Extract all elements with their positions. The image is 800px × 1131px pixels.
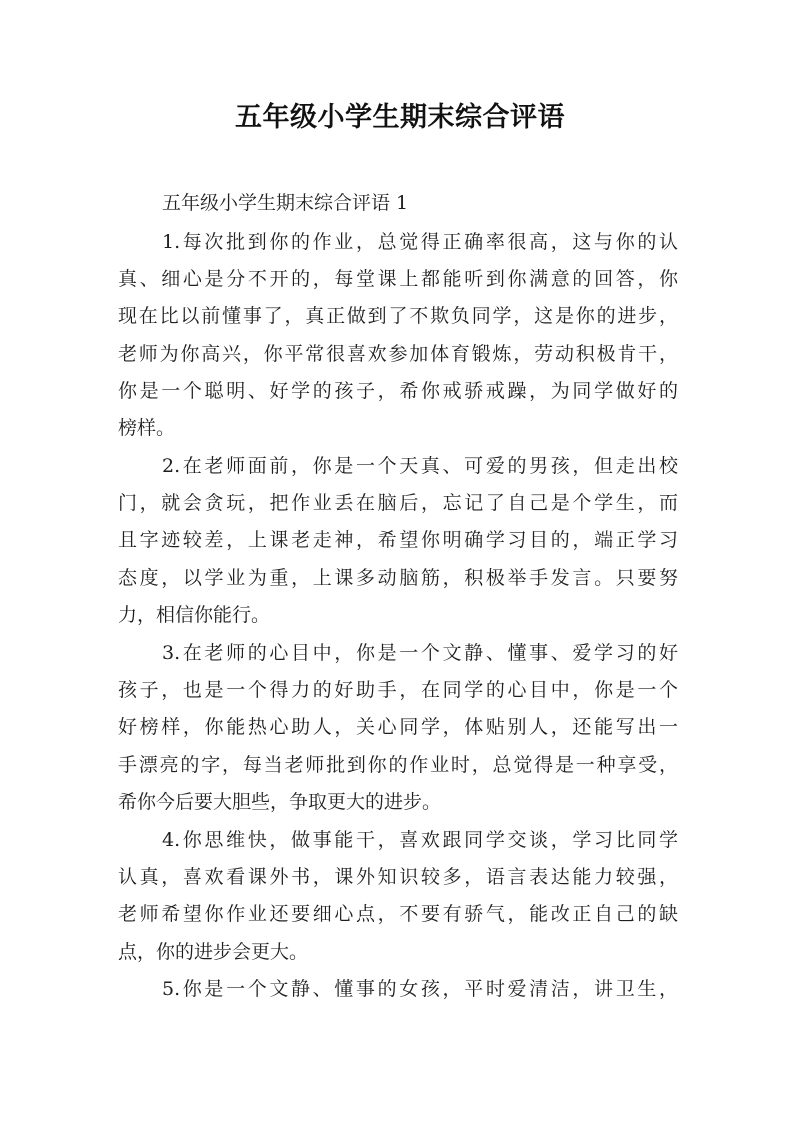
- paragraph-line: 现在比以前懂事了，真正做到了不欺负同学，这是你的进步，: [118, 305, 678, 327]
- paragraph-line: 5.你是一个文静、懂事的女孩，平时爱清洁，讲卫生，: [162, 978, 678, 1000]
- paragraph-line: 真、细心是分不开的，每堂课上都能听到你满意的回答，你: [118, 268, 678, 290]
- paragraph-line: 你是一个聪明、好学的孩子，希你戒骄戒躁，为同学做好的: [118, 380, 678, 402]
- paragraph-line: 力，相信你能行。: [118, 604, 271, 626]
- paragraph-line: 老师希望你作业还要细心点，不要有骄气，能改正自己的缺: [118, 903, 678, 925]
- paragraph-line: 门，就会贪玩，把作业丢在脑后，忘记了自己是个学生，而: [118, 492, 678, 514]
- paragraph-line: 认真，喜欢看课外书，课外知识较多，语言表达能力较强，: [118, 866, 678, 888]
- paragraph-line: 态度，以学业为重，上课多动脑筋，积极举手发言。只要努: [118, 567, 678, 589]
- page-title: 五年级小学生期末综合评语: [235, 102, 565, 133]
- paragraph-line: 手漂亮的字，每当老师批到你的作业时，总觉得是一种享受，: [118, 754, 678, 776]
- paragraph-line: 榜样。: [118, 417, 176, 439]
- paragraph-line: 老师为你高兴，你平常很喜欢参加体育锻炼，劳动积极肯干，: [118, 343, 678, 365]
- paragraph-line: 1.每次批到你的作业，总觉得正确率很高，这与你的认: [162, 231, 678, 253]
- paragraph-line: 4.你思维快，做事能干，喜欢跟同学交谈，学习比同学: [162, 829, 678, 851]
- paragraph-line: 且字迹较差，上课老走神，希望你明确学习目的，端正学习: [118, 529, 678, 551]
- paragraph-line: 好榜样，你能热心助人，关心同学，体贴别人，还能写出一: [118, 716, 678, 738]
- paragraph-line: 3.在老师的心目中，你是一个文静、懂事、爱学习的好: [162, 642, 678, 664]
- paragraph-line: 希你今后要大胆些，争取更大的进步。: [118, 791, 442, 813]
- section-heading: 五年级小学生期末综合评语 1: [162, 192, 409, 214]
- paragraph-line: 点，你的进步会更大。: [118, 941, 309, 963]
- paragraph-line: 2.在老师面前，你是一个天真、可爱的男孩，但走出校: [162, 455, 678, 477]
- paragraph-line: 孩子，也是一个得力的好助手，在同学的心目中，你是一个: [118, 679, 678, 701]
